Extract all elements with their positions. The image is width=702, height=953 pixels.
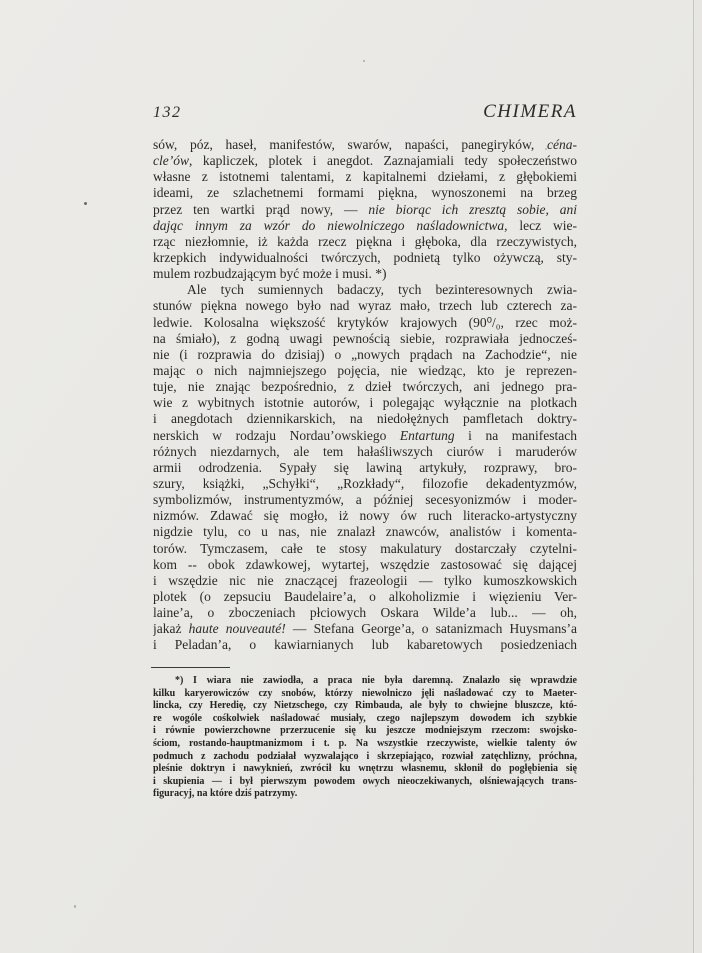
text-line: szury, książki, „Schyłki“, „Rozkłady“, filozofie dekadentyzmów, bbox=[153, 475, 577, 491]
text-line: jakaż haute nouveauté! — Stefana George’a, o satanizmach Huysmans’a bbox=[153, 621, 577, 637]
text-line: *) I wiara nie zawiodła, a praca nie była daremną. Znalazło się wprawdzie bbox=[175, 675, 577, 686]
text-line: mulem rozbudzającym być może i musi. *) bbox=[153, 266, 387, 282]
text-line: cle’ów, kapliczek, plotek i anegdot. Zaznajamiali tedy społeczeństwo bbox=[153, 153, 577, 169]
page-number: 132 bbox=[153, 104, 182, 121]
scan-speck bbox=[74, 905, 76, 908]
text-line: pleśnie doktryn i nawyknień, zwrócił ku wnętrzu własnemu, skłonił do pogłębienia się bbox=[153, 763, 577, 775]
text-line: nerskich w rodzaju Nordau’owskiego Entartung i na manifestach bbox=[153, 427, 577, 443]
text-line: lincka, czy Heredię, czy Nietzschego, czy Rimbauda, ale były to chwiejne bluszcze, któ- bbox=[153, 700, 577, 712]
text-line: kilku karyerowiczów czy snobów, którzy niewolniczo jęli naśladować czy to Maeter- bbox=[153, 687, 577, 699]
running-head bbox=[153, 101, 577, 123]
text-line: nie (i rozprawia do dzisiaj) o „nowych prądach na Zachodzie“, nie bbox=[153, 346, 577, 362]
body-text bbox=[153, 137, 577, 654]
text-line: ideami, ze szlachetnemi formami piękna, wynoszonemi na brzeg bbox=[153, 185, 577, 201]
text-line: krzepkich indywidualności twórczych, podnietą tylko ożywczą, sty- bbox=[153, 249, 577, 265]
text-line: i anegdotach dziennikarskich, na niedołężnych pamfletach doktry- bbox=[153, 411, 577, 427]
text-line: tuje, nie znając bezpośrednio, z dzieł twórczych, ani jednego pra- bbox=[153, 379, 577, 395]
text-line: przez ten wartki prąd nowy, — nie biorąc ich zresztą sobie, ani bbox=[153, 201, 577, 217]
text-line: nizmów. Zdawać się mogło, iż nowy ów ruch literacko-artystyczny bbox=[153, 508, 577, 524]
text-line: i Peladan’a, o kawiarnianych lub kabaretowych posiedzeniach bbox=[153, 637, 577, 653]
page-edge-shadow bbox=[693, 0, 702, 953]
text-line: figuracyj, na które dziś patrzymy. bbox=[153, 788, 298, 800]
text-line: ściom, rostando-hauptmanizmom i t. p. Na wszystkie rzeczywiste, wielkie talenty ów bbox=[153, 737, 577, 749]
scan-speck bbox=[84, 202, 87, 205]
text-line: Ale tych sumiennych badaczy, tych bezinteresownych zwia- bbox=[187, 282, 577, 298]
text-line: ledwie. Kolosalna większość krytyków krajowych (90⁰/₀, rzec moż- bbox=[153, 314, 577, 330]
text-line: różnych niezdarnych, ale tem hałaśliwszych ciurów i maruderów bbox=[153, 443, 577, 459]
journal-title: CHIMERA bbox=[483, 101, 577, 122]
text-line: sów, póz, haseł, manifestów, swarów, napaści, panegiryków, céna- bbox=[153, 137, 577, 152]
text-line: armii odrodzenia. Sypały się lawiną artykuły, rozprawy, bro- bbox=[153, 459, 577, 475]
paragraph bbox=[153, 282, 577, 653]
text-line: kom -- obok zdawkowej, wytartej, wszędzie zastosować się dającej bbox=[153, 556, 577, 572]
text-line: własne z istotnemi talentami, z kapitalnemi dziełami, z głębokiemi bbox=[153, 169, 577, 185]
text-line: stunów piękna nowego było nad wyraz mało, trzech lub czterech za- bbox=[153, 298, 577, 314]
text-line: i równie powierzchowne przerzucenie się ku jeszcze modniejszym rzeczom: swojsko- bbox=[153, 725, 577, 737]
text-line: re wogóle cośkolwiek naśladować musiały, czego najlepszym dowodem ich szybkie bbox=[153, 712, 577, 724]
paragraph bbox=[153, 137, 577, 282]
scan-speck bbox=[363, 60, 365, 62]
footnote bbox=[153, 675, 577, 801]
text-line: nigdzie tylu, co u nas, nie znalazł znawców, analistów i komenta- bbox=[153, 524, 577, 540]
text-line: symbolizmów, instrumentyzmów, a później secesyonizmów i moder- bbox=[153, 492, 577, 508]
text-line: plotek (o zepsuciu Baudelaire’a, o alkoholizmie i więzieniu Ver- bbox=[153, 588, 577, 604]
text-line: dając innym za wzór do niewolniczego naśladownictwa, lecz wie- bbox=[153, 217, 577, 233]
text-line: torów. Tymczasem, całe te stosy makulatury dostarczały czytelni- bbox=[153, 540, 577, 556]
text-line: rząc niezłomnie, iż każda rzecz piękna i głęboka, dla rzeczywistych, bbox=[153, 233, 577, 249]
text-line: laine’a, o zboczeniach płciowych Oskara Wilde’a lub... — oh, bbox=[153, 605, 577, 621]
text-line: mając o nich najmniejszego pojęcia, nie wiedząc, kto je reprezen- bbox=[153, 362, 577, 378]
text-line: podmuch z zachodu podziałał wyzwalająco i skrzepiająco, rozwiał zatęchlizny, próchna, bbox=[153, 750, 577, 762]
text-line: i skupienia — i był pierwszym powodem owych nieoczekiwanych, olśniewających trans- bbox=[153, 775, 577, 787]
text-line: i wszędzie nic nie znaczącej frazeologii — tylko kumoszkowskich bbox=[153, 572, 577, 588]
footnote-separator-rule bbox=[151, 667, 230, 668]
text-line: wie z wybitnych istotnie autorów, i polegając wyłącznie na plotkach bbox=[153, 395, 577, 411]
text-line: na śmiało), z godną uwagi pewnością siebie, rozprawiała jednocześ- bbox=[153, 330, 577, 346]
